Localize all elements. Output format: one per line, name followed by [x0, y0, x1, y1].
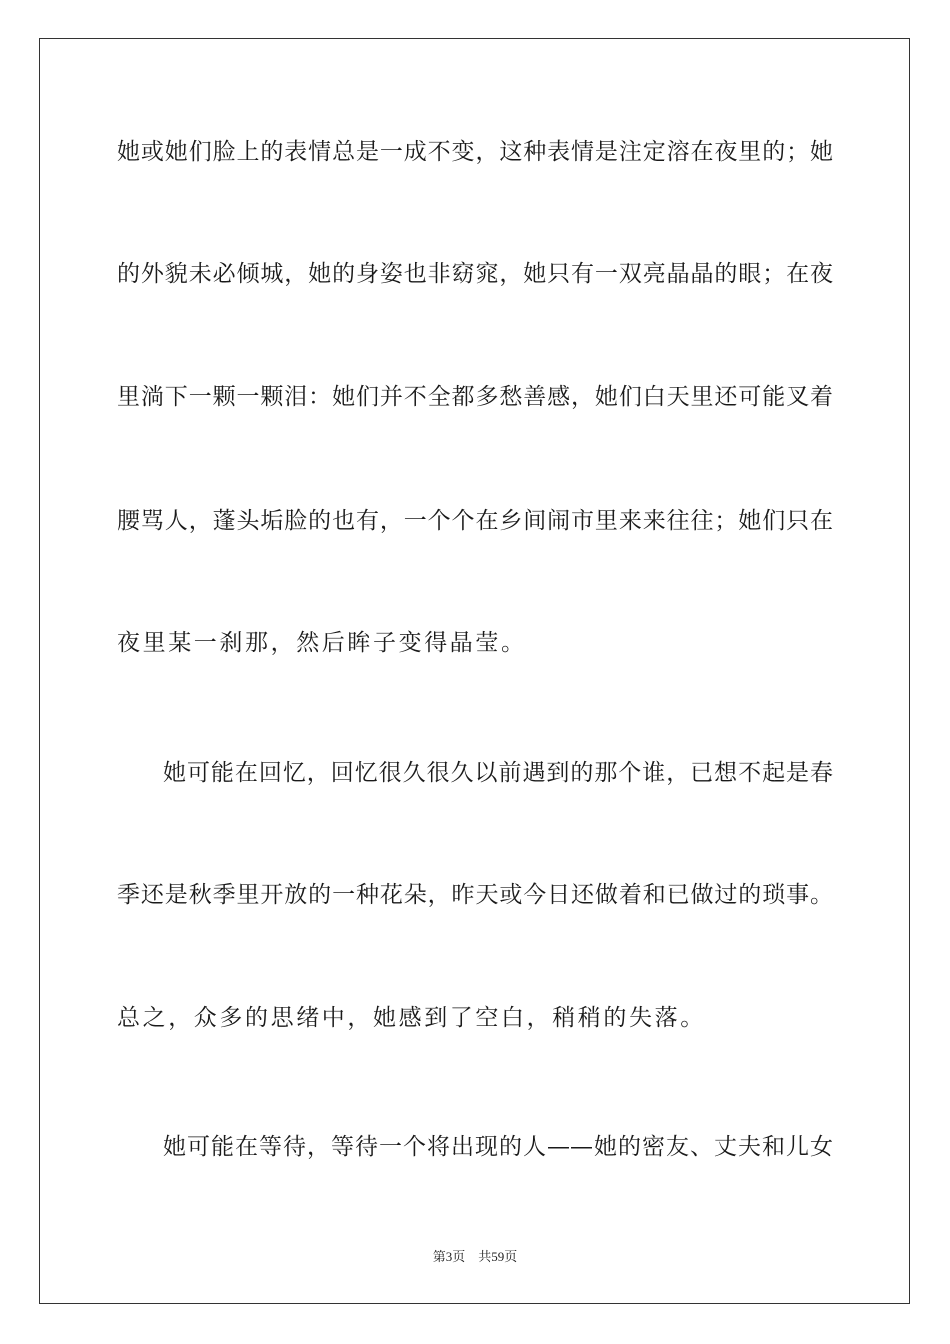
page-number: 第3页 [432, 1249, 466, 1264]
page-footer [0, 1248, 950, 1266]
text-line-4: 腰骂人，蓬头垢脸的也有，一个个在乡间闹市里来来往往；她们只在 [117, 508, 833, 534]
text-line-5: 夜里某一刹那，然后眸子变得晶莹。 [117, 630, 527, 656]
text-line-9: 她可能在等待，等待一个将出现的人——她的密友、丈夫和儿女 [163, 1134, 833, 1160]
text-line-7: 季还是秋季里开放的一种花朵，昨天或今日还做着和已做过的琐事。 [117, 882, 833, 908]
text-line-1: 她或她们脸上的表情总是一成不变，这种表情是注定溶在夜里的；她 [117, 139, 833, 165]
text-line-3: 里淌下一颗一颗泪：她们并不全都多愁善感，她们白天里还可能叉着 [117, 384, 833, 410]
page-border [39, 38, 910, 1304]
text-line-8: 总之，众多的思绪中，她感到了空白，稍稍的失落。 [117, 1005, 706, 1031]
total-pages: 共59页 [478, 1249, 518, 1264]
text-line-6: 她可能在回忆，回忆很久很久以前遇到的那个谁，已想不起是春 [163, 760, 833, 786]
text-line-2: 的外貌未必倾城，她的身姿也非窈窕，她只有一双亮晶晶的眼；在夜 [117, 261, 833, 287]
